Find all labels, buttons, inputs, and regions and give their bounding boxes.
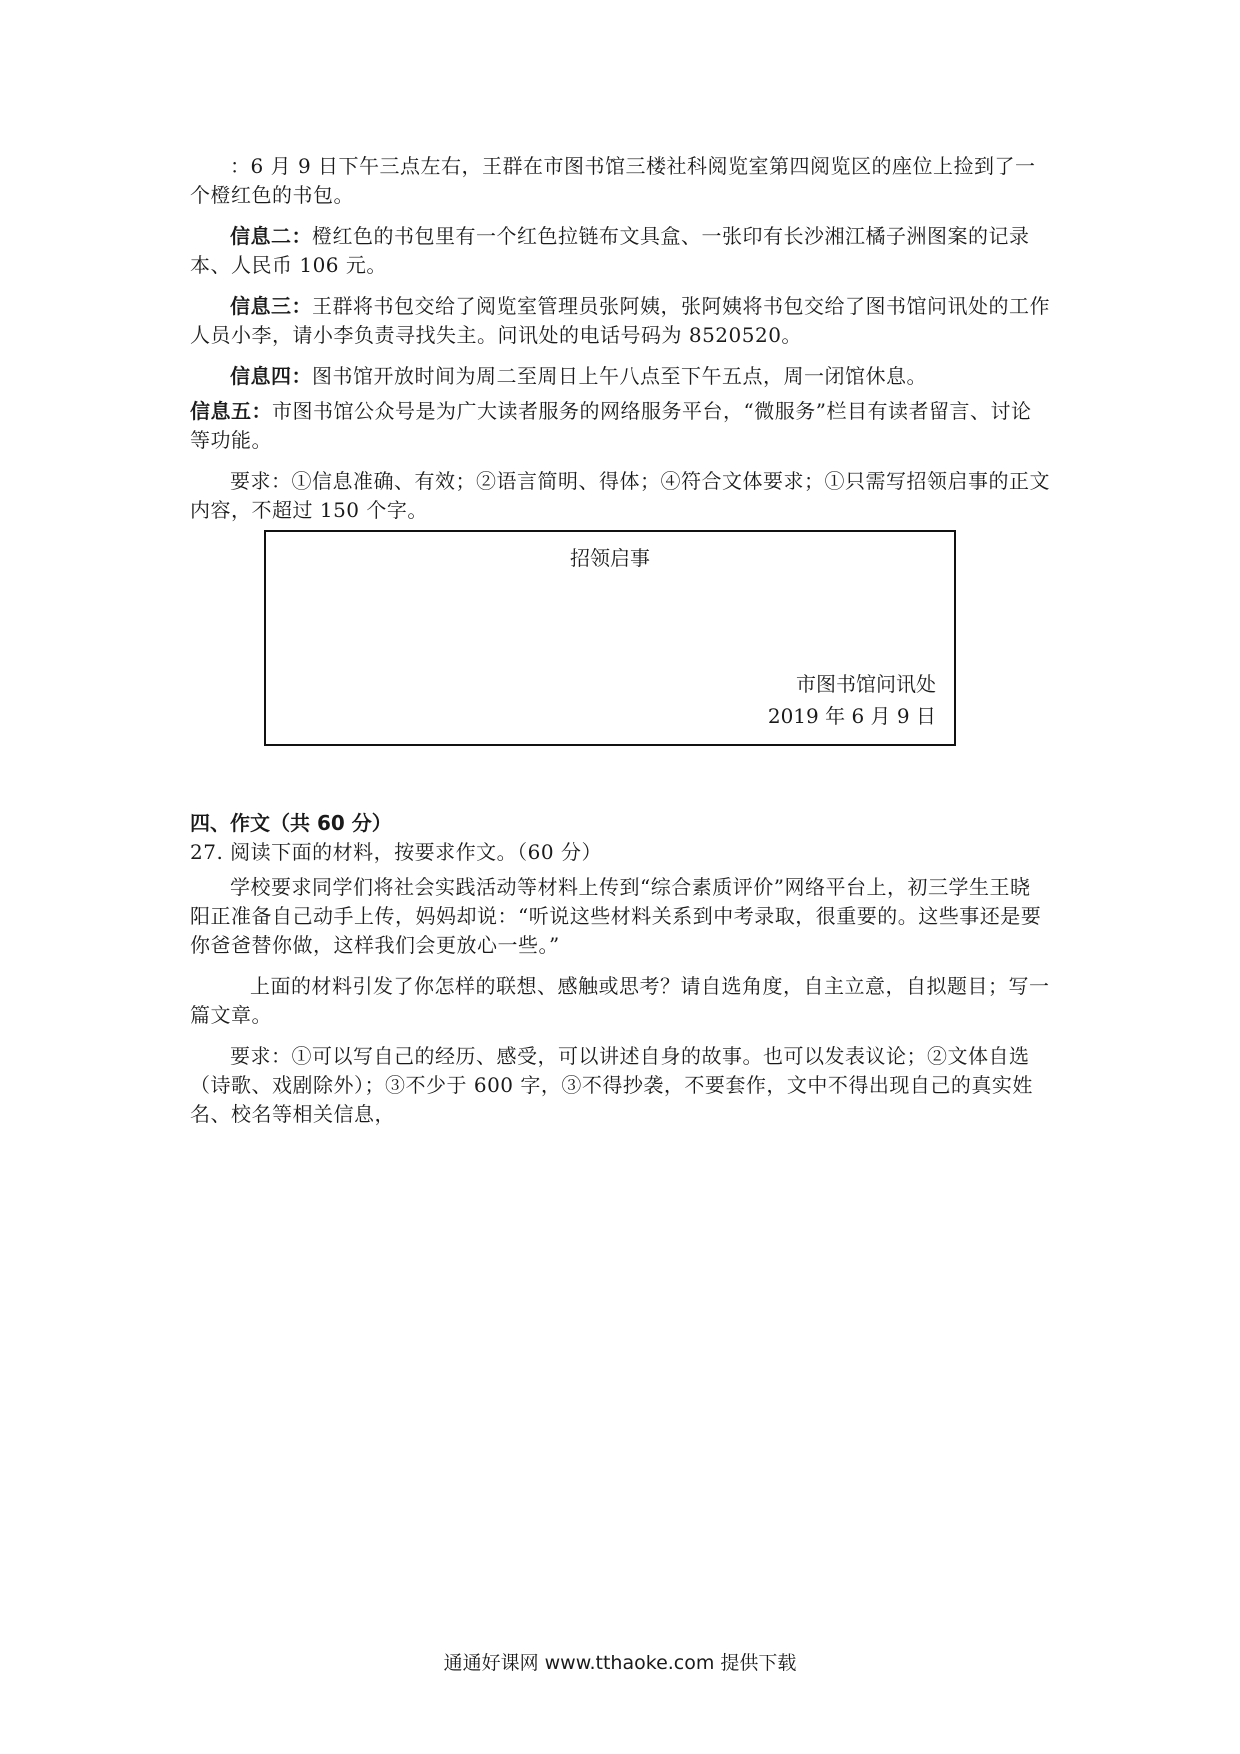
notice-title: 招领启事	[570, 546, 650, 570]
essay-question-block	[190, 838, 1050, 1129]
notice-signer: 市图书馆问讯处	[796, 672, 936, 696]
info-4-label: 信息四：	[230, 364, 312, 388]
q27-requirement: 要求：①可以写自己的经历、感受，可以讲述自身的故事。也可以发表议论；②文体自选（诗歌、戏剧除外）；③不少于 600 字，③不得抄袭，不要套作，文中不得出现自己的真实姓名、校名等相关信息，	[190, 1044, 1033, 1126]
info-block	[190, 152, 1050, 525]
info-5-text: 市图书馆公众号是为广大读者服务的网络服务平台，“微服务”栏目有读者留言、讨论等功能。	[190, 399, 1032, 452]
notice-signature	[768, 668, 936, 732]
requirement-paragraph: 要求：①信息准确、有效；②语言简明、得体；④符合文体要求；①只需写招领启事的正文内容，不超过 150 个字。	[190, 469, 1050, 522]
q27-prompt: 27. 阅读下面的材料，按要求作文。（60 分）	[190, 840, 602, 864]
info-2-text: 橙红色的书包里有一个红色拉链布文具盒、一张印有长沙湘江橘子洲图案的记录本、人民币 106 元。	[190, 224, 1030, 277]
info-2-label: 信息二：	[230, 224, 312, 248]
info-4-text: 图书馆开放时间为周二至周日上午八点至下午五点，周一闭馆休息。	[312, 364, 927, 388]
info-3-text: 王群将书包交给了阅览室管理员张阿姨，张阿姨将书包交给了图书馆问讯处的工作人员小李，请小李负责寻找失主。问讯处的电话号码为 8520520。	[190, 294, 1050, 347]
info-5-paragraph	[190, 397, 1050, 455]
info-1-paragraph: ：6 月 9 日下午三点左右，王群在市图书馆三楼社科阅览室第四阅览区的座位上捡到了一个橙红色的书包。	[190, 154, 1036, 207]
notice-date: 2019 年 6 月 9 日	[767, 704, 936, 728]
q27-material: 学校要求同学们将社会实践活动等材料上传到“综合素质评价”网络平台上，初三学生王晓阳正准备自己动手上传，妈妈却说：“听说这些材料关系到中考录取，很重要的。这些事还是要你爸爸替你做，这样我们会更放心一些。”	[190, 875, 1042, 957]
section-heading: 四、作文（共 60 分）	[190, 811, 392, 835]
notice-answer-box	[264, 530, 956, 746]
q27-task: 上面的材料引发了你怎样的联想、感触或思考？请自选角度，自主立意，自拟题目；写一篇文章。	[190, 974, 1050, 1027]
footer-watermark: 通通好课网 www.tthaoke.com 提供下载	[443, 1652, 797, 1674]
info-3-paragraph	[190, 292, 1050, 350]
info-5-label: 信息五：	[190, 399, 272, 423]
info-2-paragraph	[190, 222, 1050, 280]
info-3-label: 信息三：	[230, 294, 312, 318]
info-4-paragraph	[190, 362, 1050, 391]
